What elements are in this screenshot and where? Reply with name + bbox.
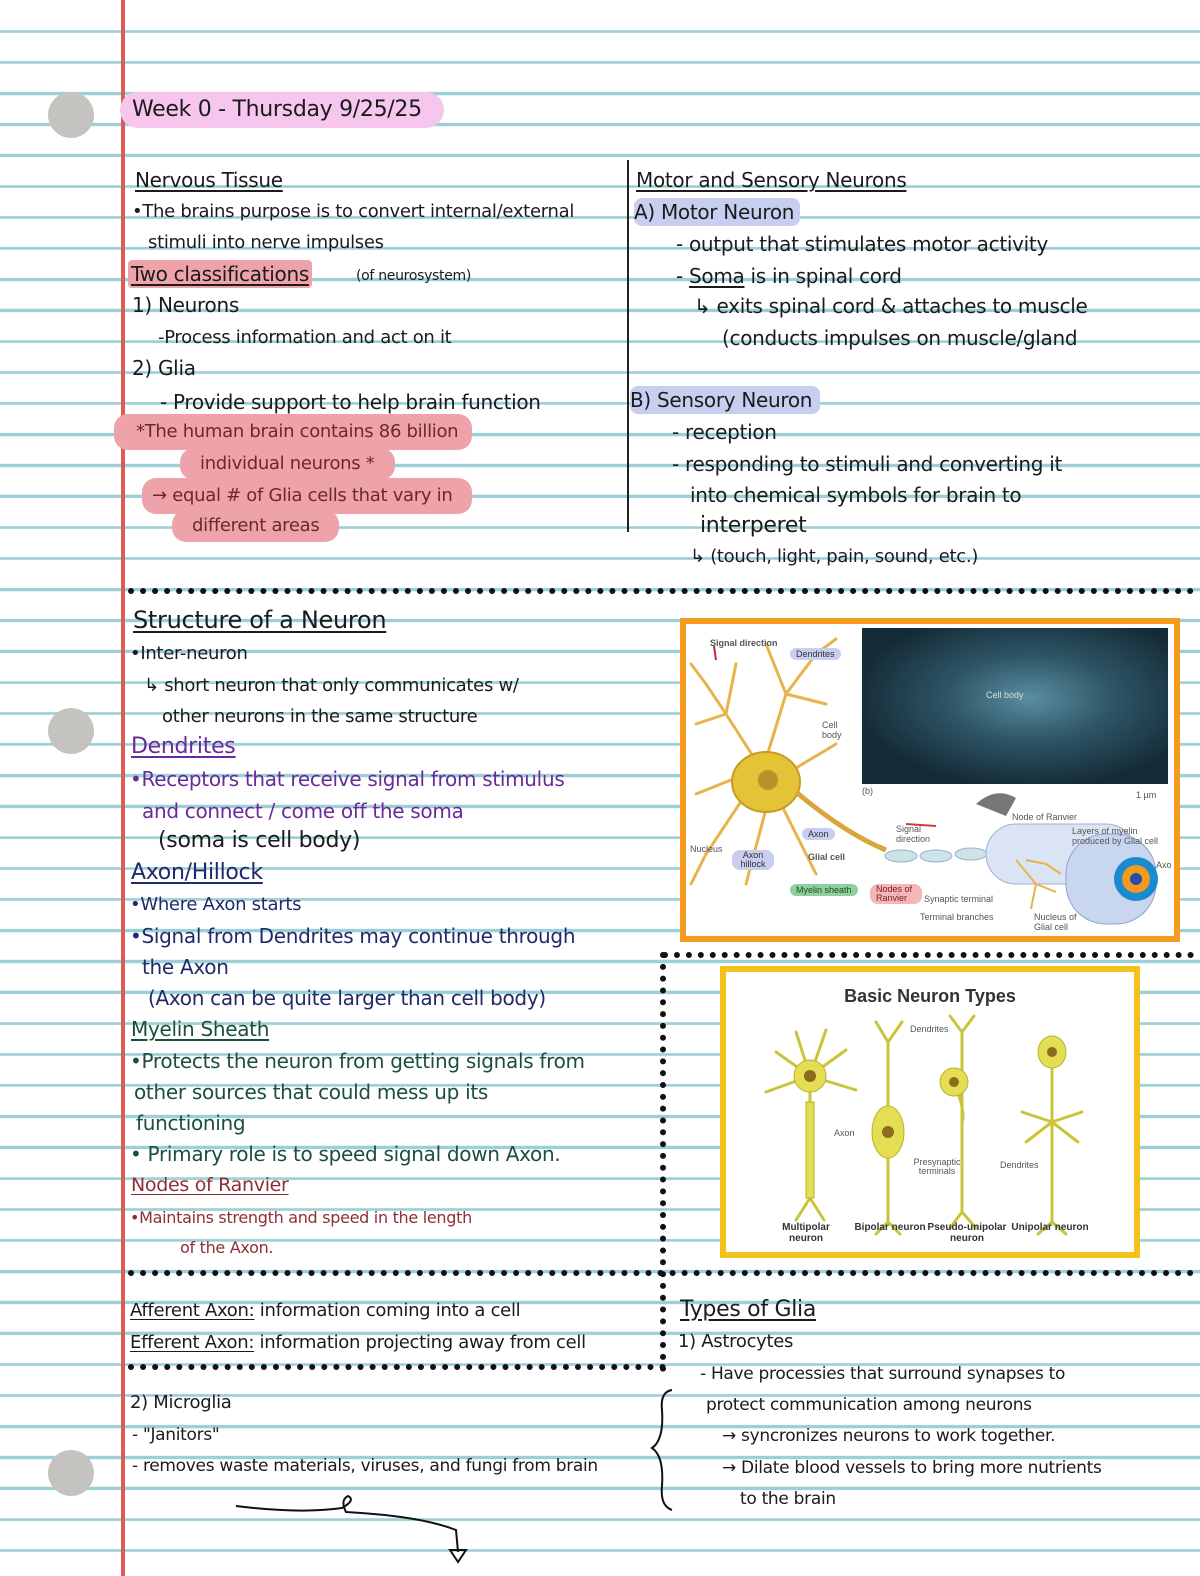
note-line: of the Axon. [180,1238,274,1257]
figure-label: Node of Ranvier [1012,812,1078,822]
soma-term: Soma [688,264,745,288]
definition-line [130,1297,520,1325]
figure-label: Cell body [986,690,1024,700]
note-line: - "Janitors" [132,1425,220,1445]
subheading: Two classifications [128,260,312,288]
note-line: (conducts impulses on muscle/gland [722,326,1078,350]
note-text: is in spinal cord [744,264,902,288]
note-line: protect communication among neurons [706,1395,1032,1415]
note-line: and connect / come off the soma [142,799,464,823]
note-line: - output that stimulates motor activity [676,232,1048,256]
figure-label: Dendrites [910,1024,949,1034]
note-line: •Where Axon starts [130,894,302,915]
section-separator [662,952,1194,958]
note-line: into chemical symbols for brain to [690,483,1022,507]
figure-label: Signal direction [896,824,931,844]
figure-label: (b) [862,786,873,796]
note-line: → Dilate blood vessels to bring more nutrients [722,1458,1102,1478]
subheading: Dendrites [131,734,236,759]
note-line: (Axon can be quite larger than cell body) [148,986,546,1010]
note-line: •Maintains strength and speed in the length [130,1208,472,1227]
neuron-structure-figure [680,618,1180,942]
subheading: Axon/Hillock [131,860,263,885]
note-line: - removes waste materials, viruses, and fungi from brain [132,1456,598,1476]
figure-label: Presynaptic terminals [913,1157,961,1176]
figure-label: Layers of myelin produced by Glial cell [1072,826,1159,846]
neuron-types-figure [720,966,1140,1258]
note-line: ↳ (touch, light, pain, sound, etc.) [690,546,979,567]
binder-hole [48,708,94,754]
curly-brace-icon [652,1390,672,1510]
figure-label: Axo [1156,860,1172,870]
figure-label: Nucleus of Glial cell [1034,912,1077,932]
figure-label: Terminal branches [920,912,994,922]
note-line: to the brain [740,1489,836,1509]
note-line: •The brains purpose is to convert internal/external [132,201,575,222]
margin-line [121,0,125,1576]
note-line: - Soma is in spinal cord [676,264,902,288]
section-heading: Motor and Sensory Neurons [636,168,907,192]
note-line: 1) Astrocytes [678,1331,794,1352]
binder-hole [48,1450,94,1496]
afferent-term: Afferent Axon: [130,1300,255,1321]
note-line: stimuli into nerve impulses [148,232,384,253]
highlighted-fact: → equal # of Glia cells that vary in [142,478,472,514]
note-line: (soma is cell body) [158,828,361,853]
figure-label: Glial cell [808,852,846,862]
section-heading: Nervous Tissue [135,168,283,192]
figure-label: Axon [834,1128,855,1138]
afferent-definition: information coming into a cell [254,1300,521,1321]
figure-label: Dendrites [1000,1160,1039,1170]
note-line: 1) Neurons [132,293,239,317]
section-separator [128,1270,1194,1276]
neuron-type-caption: Multipolar neuron [782,1222,830,1244]
highlighted-fact: different areas [172,510,339,542]
figure-label: Cell body [822,720,842,740]
section-separator [660,952,666,1372]
note-line: •Signal from Dendrites may continue through [130,924,576,948]
neuron-type-caption: Bipolar neuron [854,1222,926,1233]
note-line: functioning [136,1111,246,1135]
section-heading: Types of Glia [680,1297,817,1322]
definition-line [130,1329,586,1357]
figure-label: Nucleus [690,844,723,854]
neuron-types-illustration [726,972,1134,1252]
neuron-type-caption: Pseudo-unipolar neuron [927,1222,1007,1244]
note-line: - Have processies that surround synapses to [700,1364,1066,1384]
note-line: 2) Microglia [130,1392,232,1413]
highlighted-fact: individual neurons * [180,448,395,480]
note-line: → syncronizes neurons to work together. [722,1426,1056,1446]
note-line: •Inter-neuron [130,643,248,664]
efferent-term: Efferent Axon: [130,1332,255,1353]
binder-hole [48,92,94,138]
down-arrow-icon [236,1496,458,1552]
note-line: •Receptors that receive signal from stimulus [130,767,565,791]
section-separator [128,588,1194,594]
note-line: ↳ exits spinal cord & attaches to muscle [694,294,1088,318]
highlighted-fact: *The human brain contains 86 billion [114,414,472,450]
figure-label: Axon [802,828,835,840]
figure-label: Synaptic terminal [924,894,994,904]
figure-title: Basic Neuron Types [844,986,1016,1006]
note-line: - responding to stimuli and converting it [672,452,1063,476]
figure-label: Dendrites [790,648,841,660]
neuron-type-caption: Unipolar neuron [1011,1222,1089,1233]
note-line: interperet [700,513,807,538]
note-line: •Protects the neuron from getting signals from [130,1049,585,1073]
note-line: (of neurosystem) [356,268,472,284]
page-title: Week 0 - Thursday 9/25/25 [120,92,444,128]
note-line: - reception [672,420,777,444]
note-line: -Process information and act on it [158,327,452,348]
micrograph-panel [862,628,1168,784]
figure-label: Signal direction [710,638,778,648]
section-separator [128,1364,666,1370]
column-divider [627,160,629,532]
note-line: the Axon [142,955,229,979]
subheading: A) Motor Neuron [634,198,800,226]
subheading: Nodes of Ranvier [131,1174,289,1196]
note-line: • Primary role is to speed signal down Axon. [130,1142,561,1166]
note-line: ↳ short neuron that only communicates w/ [144,675,519,696]
figure-label: Axon hillock [732,850,774,870]
note-line: other neurons in the same structure [162,706,478,727]
figure-label: 1 µm [1136,790,1157,800]
subheading: B) Sensory Neuron [630,386,820,414]
figure-label: Myelin sheath [790,884,858,896]
efferent-definition: information projecting away from cell [254,1332,586,1353]
subheading: Myelin Sheath [131,1017,270,1041]
note-line: - Provide support to help brain function [160,390,541,414]
figure-label: Nodes of Ranvier [870,884,922,904]
note-line: other sources that could mess up its [134,1080,489,1104]
section-heading: Structure of a Neuron [133,606,387,634]
note-line: 2) Glia [132,356,196,380]
arrowhead-icon [450,1550,466,1562]
